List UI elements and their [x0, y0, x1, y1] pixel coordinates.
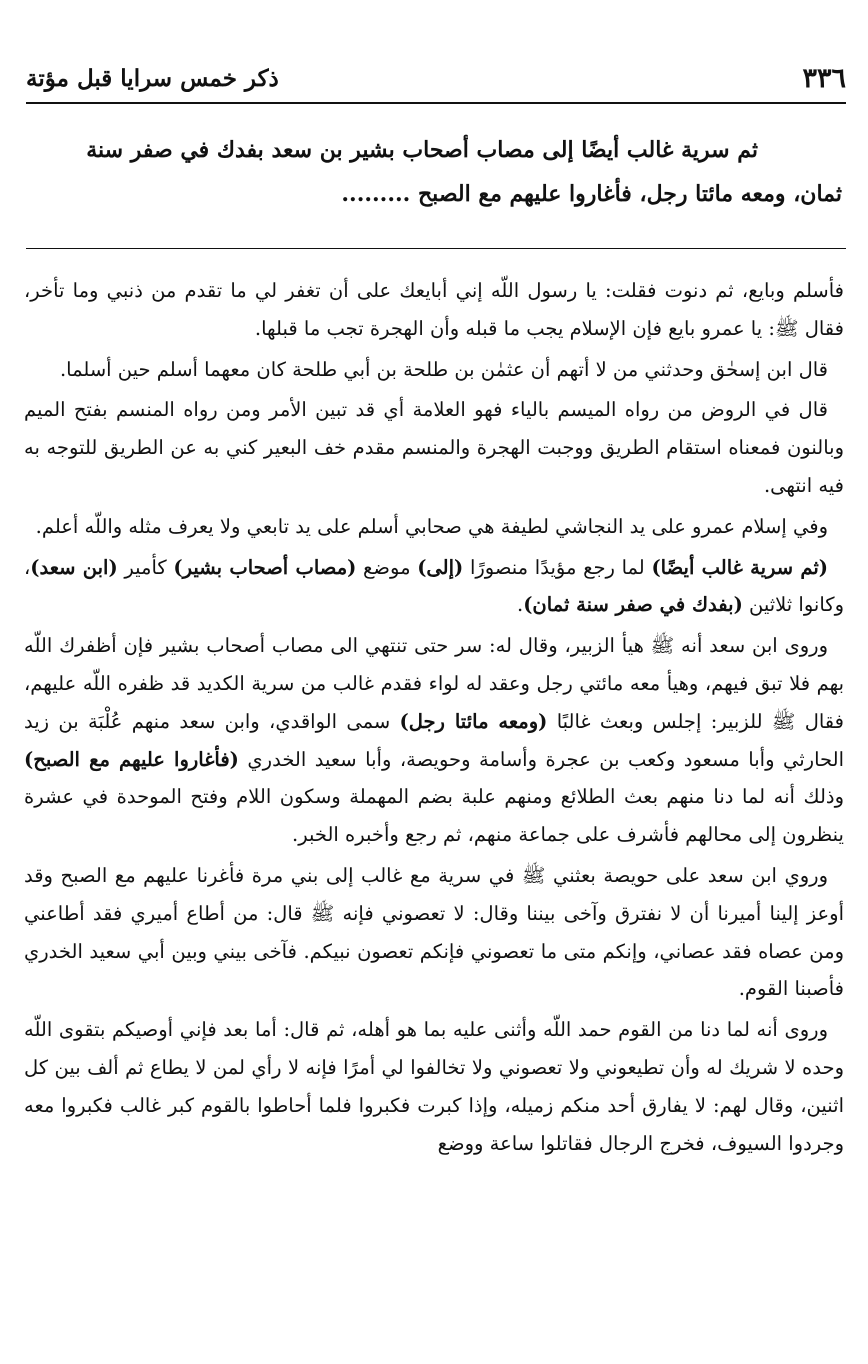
matn-quote: (ابن سعد)	[30, 555, 118, 579]
commentary-paragraph: فأسلم وبايع، ثم دنوت فقلت: يا رسول اللّه إني أبايعك على أن تغفر لي ما تقدم من ذنبي وما تأخر، فقال ﷺ: يا عمرو بايع فإن الإسلام يجب ما قبله وأن الهجرة تجب ما قبلها.	[24, 279, 844, 340]
commentary-text-block	[24, 272, 844, 1165]
matn-quote: (مصاب أصحاب بشير)	[173, 555, 357, 579]
commentary-paragraph	[24, 627, 844, 854]
matn-quote: (ثم سرية غالب أيضًا)	[651, 555, 829, 579]
header-rule	[26, 102, 846, 104]
commentary-paragraph	[24, 549, 844, 625]
commentary-text: وذلك أنه لما دنا منهم بعث الطلائع ومنهم علبة بضم المهملة وسكون اللام وفتح الموحدة في عشرة ينظرون إلى محالهم فأشرف على جماعة منهم، ثم رجع وأخبره الخبر.	[24, 785, 844, 847]
page-header	[26, 58, 846, 98]
matn-quote: (ومعه مائتا رجل)	[399, 709, 548, 733]
commentary-text: سمى الواقدي، وابن سعد منهم عُلْبَة بن زيد الحارثي وأبا مسعود وكعب بن عجرة وأسامة وحويصة، وأبا سعيد الخدري	[24, 709, 844, 771]
matn-line: ثم سرية غالب أيضًا إلى مصاب أصحاب بشير بن سعد بفدك في صفر سنة	[86, 137, 758, 163]
commentary-text: .	[517, 593, 524, 617]
commentary-paragraph: وفي إسلام عمرو على يد النجاشي لطيفة هي صحابي أسلم على يد تابعي ولا يعرف مثله واللّه أعلم.	[35, 514, 828, 538]
commentary-paragraph: قال ابن إسحٰق وحدثني من لا أتهم أن عثمٰن بن طلحة بن أبي طلحة كان معهما أسلم حين أسلما.	[59, 357, 828, 381]
commentary-text: موضع	[356, 555, 418, 579]
page-number: ٣٣٦	[802, 62, 846, 94]
commentary-text: كأمير	[117, 555, 174, 579]
running-title: ذكر خمس سرايا قبل مؤتة	[26, 64, 279, 92]
commentary-text: وروى ابن سعد أنه ﷺ هيأ الزبير، وقال له: سر حتى تنتهي الى مصاب أصحاب بشير فإن أظفرك اللّه بهم فلا تبق فيهم، وهيأ معه مائتي رجل وعقد له لواء فقدم غالب من سرية الكديد قد ظفره اللّه عليهم، فقال ﷺ للزبير: إجلس وبعث غالبًا	[24, 634, 844, 733]
matn-separator-rule	[26, 248, 846, 249]
matn-quote: (فأغاروا عليهم مع الصبح)	[24, 747, 239, 771]
commentary-text: ، وكانوا ثلاثين	[24, 555, 844, 617]
matn-line: ثمان، ومعه مائتا رجل، فأغاروا عليهم مع الصبح .........	[341, 181, 842, 207]
commentary-text: لما رجع مؤيدًا منصورًا	[463, 555, 652, 579]
commentary-paragraph: قال في الروض من رواه الميسم بالياء فهو العلامة أي قد تبين الأمر ومن رواه المنسم بفتح الميم وبالنون فمعناه استقام الطريق ووجبت الهجرة والمنسم مقدم خف البعير كني به عن الطريق للتوجه به فيه انتهى.	[24, 398, 844, 497]
matn-quote: (بفدك في صفر سنة ثمان)	[523, 593, 743, 617]
commentary-paragraph: وروي ابن سعد على حويصة بعثني ﷺ في سرية مع غالب إلى بني مرة فأغرنا عليهم مع الصبح وقد أوعز إلينا أميرنا أن لا نفترق وآخى بيننا وقال: لا تعصوني فإنه ﷺ قال: من أطاع أميري فقد أطاعني ومن عصاه فقد عصاني، وإنكم متى ما تعصوني فإنكم تعصون نبيكم. فآخى بيني وبين أبي سعيد الخدري فأصبنا القوم.	[24, 863, 844, 1001]
matn-text-block	[28, 128, 842, 216]
matn-quote: (إلى)	[417, 555, 464, 579]
commentary-paragraph: وروى أنه لما دنا من القوم حمد اللّه وأثنى عليه بما هو أهله، ثم قال: أما بعد فإني أوصيكم بتقوى اللّه وحده لا شريك له وأن تطيعوني ولا تعصوني ولا تخالفوا لي أمرًا فإنه لا رأي لمن لا يطاع ثم ألف بين كل اثنين، وقال لهم: لا يفارق أحد منكم زميله، وإذا كبرت فكبروا فلما أحاطوا بالقوم كبر غالب فكبروا معه وجردوا السيوف، فخرج الرجال فقاتلوا ساعة ووضع	[24, 1018, 844, 1155]
